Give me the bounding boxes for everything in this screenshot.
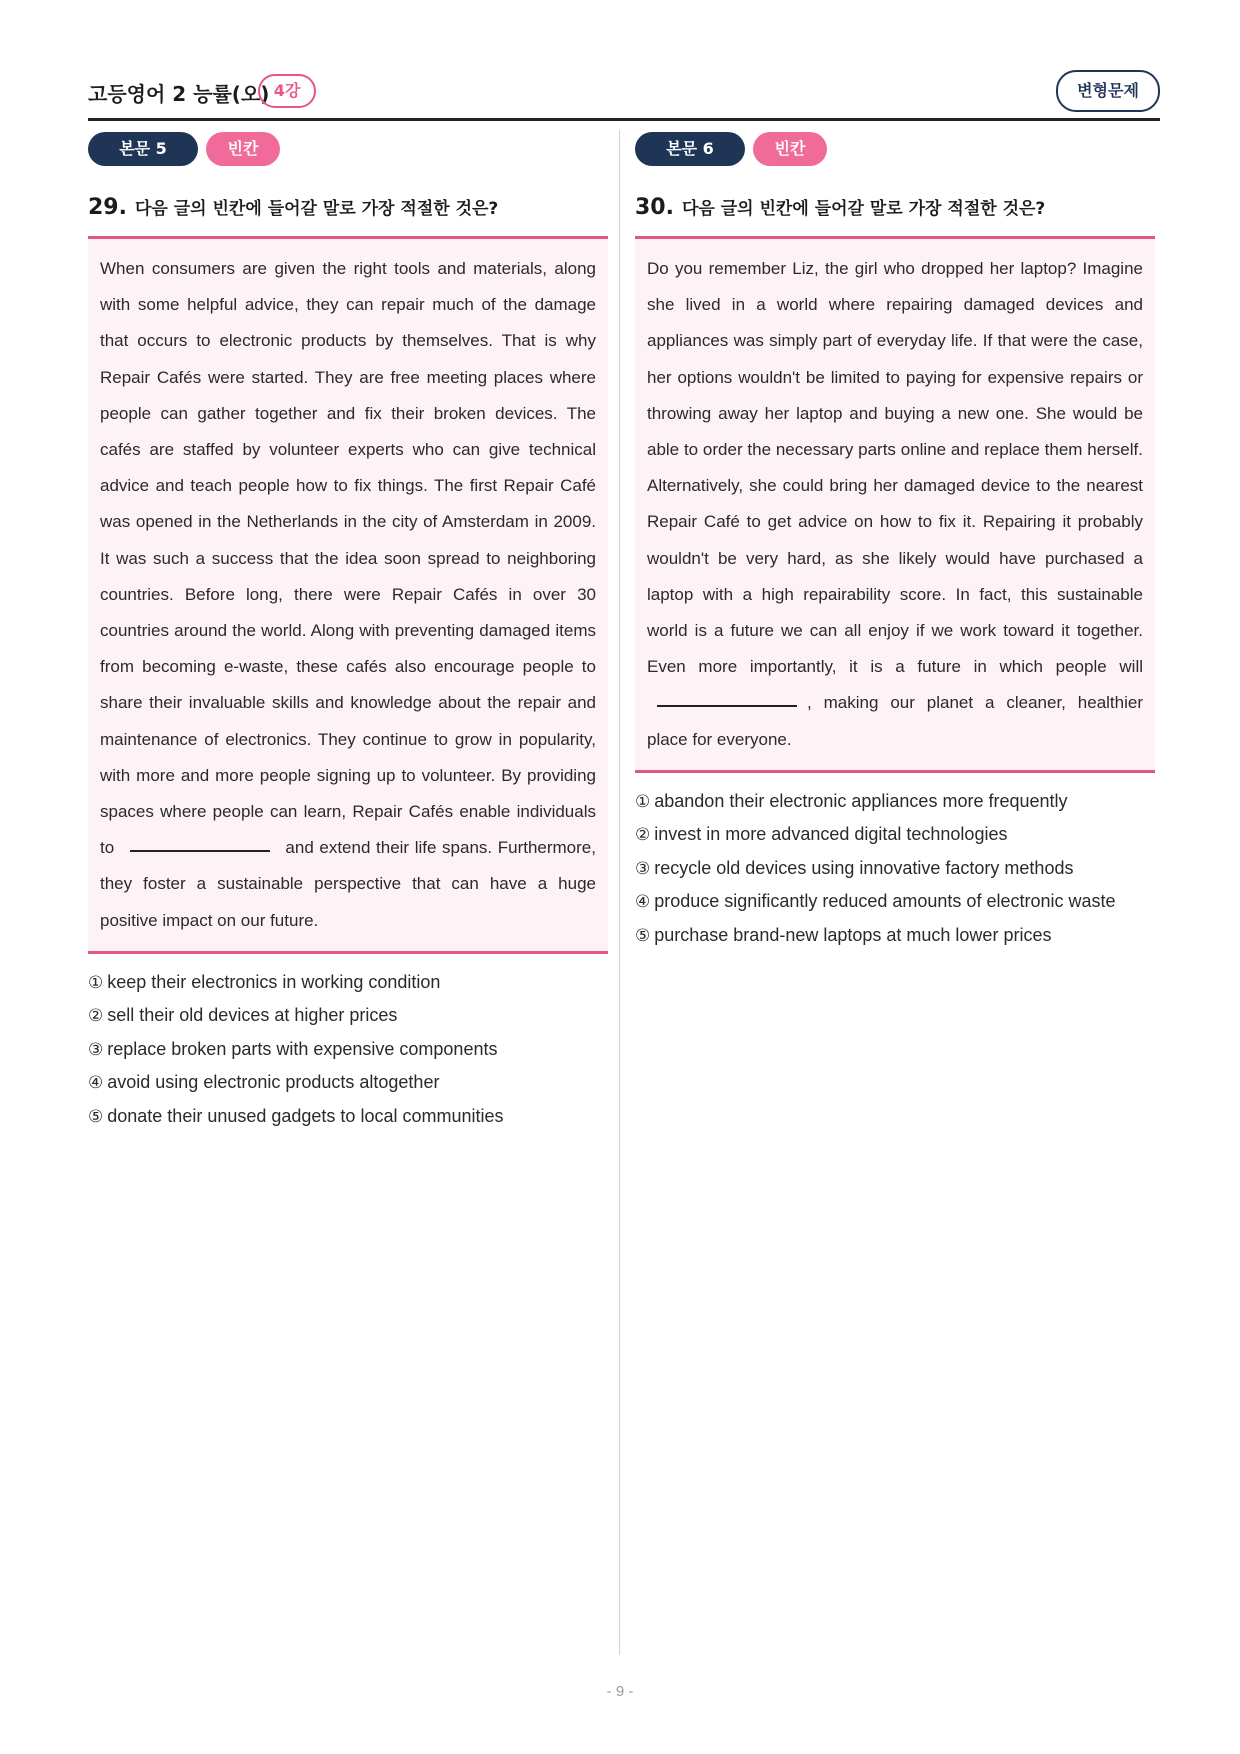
question-labels <box>635 132 1155 166</box>
option-text: abandon their electronic appliances more frequently <box>654 790 1068 811</box>
option-number: ⑤ <box>88 1106 104 1127</box>
option-number: ① <box>88 972 104 993</box>
option-text: donate their unused gadgets to local communities <box>107 1105 504 1126</box>
passage-text <box>647 251 1143 758</box>
section-label: 본문 5 <box>88 132 198 166</box>
question-number: 30. <box>635 195 674 220</box>
question-number: 29. <box>88 195 127 220</box>
passage-text <box>100 251 596 939</box>
passage-after-blank: and extend their life spans. Furthermore, they foster a sustainable perspective that can have a huge positive impact on our future. <box>100 838 596 930</box>
option-number: ② <box>635 825 651 846</box>
answer-option[interactable] <box>635 785 1155 819</box>
passage-box <box>88 236 608 954</box>
answer-option[interactable] <box>88 966 608 1000</box>
answer-option[interactable] <box>635 818 1155 852</box>
question-heading <box>88 194 608 224</box>
option-text: avoid using electronic products altogether <box>107 1072 440 1093</box>
option-number: ③ <box>88 1039 104 1060</box>
category-label: 빈칸 <box>206 132 280 166</box>
question-prompt: 다음 글의 빈칸에 들어갈 말로 가장 적절한 것은? <box>681 199 1046 219</box>
answer-option[interactable] <box>88 1033 608 1067</box>
question-labels <box>88 132 608 166</box>
passage-after-blank: , making our planet a cleaner, healthier place for everyone. <box>647 693 1143 749</box>
question-prompt: 다음 글의 빈칸에 들어갈 말로 가장 적절한 것은? <box>134 199 499 219</box>
answer-blank <box>657 704 797 707</box>
passage-before-blank: When consumers are given the right tools and materials, along with some helpful advice, they can repair much of the damage that occurs to electronic products by themselves. That is why Repair Cafés were started. They are free meeting places where people can gather together and fix their broken devices. The cafés are staffed by volunteer experts who can give technical advice and teach people how to fix things. The first Repair Café was opened in the Netherlands in the city of Amsterdam in 2009. It was such a success that the idea soon spread to neighboring countries. Before long, there were Repair Cafés in over 30 countries around the world. Along with preventing damaged items from becoming e-waste, these cafés also encourage people to share their invaluable skills and knowledge about the repair and maintenance of electronics. They continue to grow in popularity, with more and more people signing up to volunteer. By providing spaces where people can learn, Repair Cafés enable individuals to <box>100 259 596 858</box>
option-text: purchase brand-new laptops at much lower prices <box>654 924 1052 945</box>
answer-options <box>88 966 608 1134</box>
answer-option[interactable] <box>88 999 608 1033</box>
option-number: ④ <box>635 892 651 913</box>
option-number: ④ <box>88 1073 104 1094</box>
answer-options <box>635 785 1155 953</box>
answer-option[interactable] <box>635 885 1155 919</box>
answer-option[interactable] <box>635 852 1155 886</box>
passage-before-blank: Do you remember Liz, the girl who dropped her laptop? Imagine she lived in a world where repairing damaged devices and appliances was simply part of everyday life. If that were the case, her options wouldn't be limited to paying for expensive repairs or throwing away her laptop and buying a new one. She would be able to order the necessary parts online and replace them herself. Alternatively, she could bring her damaged device to the nearest Repair Café to get advice on how to fix it. Repairing it probably wouldn't be very hard, as she likely would have purchased a laptop with a high repairability score. In fact, this sustainable world is a future we can all enjoy if we work toward it together. Even more importantly, it is a future in which people will <box>647 259 1143 677</box>
column-divider <box>619 130 620 1655</box>
option-text: keep their electronics in working condition <box>107 971 441 992</box>
question-column-29 <box>88 132 608 1133</box>
section-label: 본문 6 <box>635 132 745 166</box>
header-rule <box>88 118 1160 121</box>
answer-option[interactable] <box>88 1066 608 1100</box>
page-header <box>88 70 1160 114</box>
option-text: replace broken parts with expensive components <box>107 1038 498 1059</box>
option-text: sell their old devices at higher prices <box>107 1005 398 1026</box>
answer-option[interactable] <box>635 919 1155 953</box>
book-title: 고등영어 2 능률(오) <box>88 82 270 106</box>
answer-option[interactable] <box>88 1100 608 1134</box>
page-number: - 9 - <box>606 1683 634 1700</box>
option-text: produce significantly reduced amounts of electronic waste <box>654 891 1116 912</box>
category-label: 빈칸 <box>753 132 827 166</box>
answer-blank <box>130 849 270 852</box>
option-number: ③ <box>635 858 651 879</box>
question-column-30 <box>635 132 1155 952</box>
question-type-badge: 변형문제 <box>1056 70 1160 112</box>
option-number: ② <box>88 1006 104 1027</box>
option-number: ① <box>635 791 651 812</box>
lesson-badge: 4강 <box>258 74 316 108</box>
option-text: invest in more advanced digital technologies <box>654 824 1008 845</box>
passage-box <box>635 236 1155 773</box>
option-number: ⑤ <box>635 925 651 946</box>
option-text: recycle old devices using innovative factory methods <box>654 857 1074 878</box>
question-heading <box>635 194 1155 224</box>
